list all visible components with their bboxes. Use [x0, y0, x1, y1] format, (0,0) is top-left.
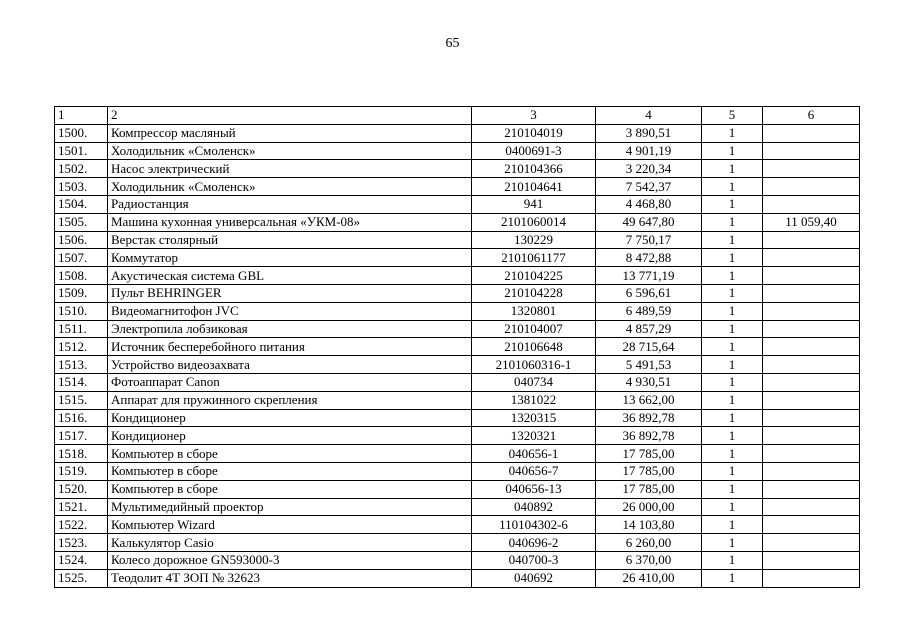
cost-cell: 36 892,78	[596, 427, 702, 445]
quantity-cell: 1	[702, 178, 763, 196]
row-number-cell: 1522.	[55, 516, 108, 534]
quantity-cell: 1	[702, 160, 763, 178]
item-name-cell: Видеомагнитофон JVC	[108, 302, 472, 320]
row-number-cell: 1512.	[55, 338, 108, 356]
inventory-code-cell: 040734	[472, 373, 596, 391]
item-name-cell: Радиостанция	[108, 195, 472, 213]
inventory-code-cell: 210104019	[472, 124, 596, 142]
item-name-cell: Холодильник «Смоленск»	[108, 178, 472, 196]
extra-value-cell	[763, 160, 860, 178]
row-number-cell: 1506.	[55, 231, 108, 249]
row-number-cell: 1524.	[55, 551, 108, 569]
cost-cell: 3 220,34	[596, 160, 702, 178]
extra-value-cell	[763, 195, 860, 213]
extra-value-cell	[763, 338, 860, 356]
inventory-code-cell: 1320321	[472, 427, 596, 445]
table-row	[55, 534, 860, 552]
quantity-cell: 1	[702, 516, 763, 534]
cost-cell: 14 103,80	[596, 516, 702, 534]
inventory-code-cell: 040892	[472, 498, 596, 516]
inventory-code-cell: 110104302-6	[472, 516, 596, 534]
cost-cell: 26 410,00	[596, 569, 702, 587]
item-name-cell: Компьютер Wizard	[108, 516, 472, 534]
item-name-cell: Колесо дорожное GN593000-3	[108, 551, 472, 569]
table-row	[55, 356, 860, 374]
item-name-cell: Верстак столярный	[108, 231, 472, 249]
row-number-cell: 1521.	[55, 498, 108, 516]
inventory-code-cell: 040656-13	[472, 480, 596, 498]
cost-cell: 17 785,00	[596, 462, 702, 480]
row-number-cell: 1502.	[55, 160, 108, 178]
cost-cell: 6 596,61	[596, 284, 702, 302]
cost-cell: 28 715,64	[596, 338, 702, 356]
table-row	[55, 373, 860, 391]
quantity-cell: 1	[702, 409, 763, 427]
extra-value-cell	[763, 231, 860, 249]
row-number-cell: 1523.	[55, 534, 108, 552]
quantity-cell: 1	[702, 427, 763, 445]
extra-value-cell	[763, 267, 860, 285]
item-name-cell: Компьютер в сборе	[108, 480, 472, 498]
row-number-cell: 1508.	[55, 267, 108, 285]
column-header-6: 6	[763, 107, 860, 125]
inventory-code-cell: 040700-3	[472, 551, 596, 569]
row-number-cell: 1525.	[55, 569, 108, 587]
inventory-code-cell: 1381022	[472, 391, 596, 409]
cost-cell: 49 647,80	[596, 213, 702, 231]
table-row	[55, 178, 860, 196]
table-row	[55, 391, 860, 409]
cost-cell: 17 785,00	[596, 480, 702, 498]
extra-value-cell	[763, 480, 860, 498]
extra-value-cell	[763, 356, 860, 374]
extra-value-cell	[763, 320, 860, 338]
quantity-cell: 1	[702, 124, 763, 142]
inventory-code-cell: 210104007	[472, 320, 596, 338]
quantity-cell: 1	[702, 284, 763, 302]
quantity-cell: 1	[702, 231, 763, 249]
quantity-cell: 1	[702, 195, 763, 213]
extra-value-cell	[763, 142, 860, 160]
quantity-cell: 1	[702, 338, 763, 356]
row-number-cell: 1511.	[55, 320, 108, 338]
quantity-cell: 1	[702, 551, 763, 569]
cost-cell: 4 857,29	[596, 320, 702, 338]
row-number-cell: 1520.	[55, 480, 108, 498]
inventory-code-cell: 130229	[472, 231, 596, 249]
table-row	[55, 498, 860, 516]
table-row	[55, 267, 860, 285]
extra-value-cell	[763, 516, 860, 534]
table-row	[55, 213, 860, 231]
quantity-cell: 1	[702, 480, 763, 498]
inventory-code-cell: 210104228	[472, 284, 596, 302]
item-name-cell: Устройство видеозахвата	[108, 356, 472, 374]
item-name-cell: Коммутатор	[108, 249, 472, 267]
row-number-cell: 1500.	[55, 124, 108, 142]
item-name-cell: Источник бесперебойного питания	[108, 338, 472, 356]
cost-cell: 17 785,00	[596, 445, 702, 463]
table-row	[55, 462, 860, 480]
item-name-cell: Холодильник «Смоленск»	[108, 142, 472, 160]
row-number-cell: 1516.	[55, 409, 108, 427]
cost-cell: 6 489,59	[596, 302, 702, 320]
extra-value-cell: 11 059,40	[763, 213, 860, 231]
item-name-cell: Машина кухонная универсальная «УКМ-08»	[108, 213, 472, 231]
item-name-cell: Калькулятор Casio	[108, 534, 472, 552]
cost-cell: 13 771,19	[596, 267, 702, 285]
row-number-cell: 1513.	[55, 356, 108, 374]
table-row	[55, 338, 860, 356]
cost-cell: 7 542,37	[596, 178, 702, 196]
quantity-cell: 1	[702, 373, 763, 391]
cost-cell: 26 000,00	[596, 498, 702, 516]
extra-value-cell	[763, 462, 860, 480]
cost-cell: 4 930,51	[596, 373, 702, 391]
inventory-code-cell: 040692	[472, 569, 596, 587]
table-row	[55, 427, 860, 445]
extra-value-cell	[763, 498, 860, 516]
cost-cell: 4 468,80	[596, 195, 702, 213]
table-row	[55, 142, 860, 160]
extra-value-cell	[763, 569, 860, 587]
extra-value-cell	[763, 409, 860, 427]
extra-value-cell	[763, 391, 860, 409]
row-number-cell: 1503.	[55, 178, 108, 196]
row-number-cell: 1504.	[55, 195, 108, 213]
quantity-cell: 1	[702, 302, 763, 320]
inventory-code-cell: 941	[472, 195, 596, 213]
table-header-row	[55, 107, 860, 125]
inventory-code-cell: 210104225	[472, 267, 596, 285]
quantity-cell: 1	[702, 356, 763, 374]
column-header-2: 2	[108, 107, 472, 125]
inventory-code-cell: 0400691-3	[472, 142, 596, 160]
table-row	[55, 302, 860, 320]
inventory-code-cell: 210106648	[472, 338, 596, 356]
page-number: 65	[445, 36, 460, 51]
quantity-cell: 1	[702, 320, 763, 338]
row-number-cell: 1507.	[55, 249, 108, 267]
inventory-table	[54, 106, 860, 588]
table-row	[55, 284, 860, 302]
extra-value-cell	[763, 302, 860, 320]
cost-cell: 6 260,00	[596, 534, 702, 552]
inventory-code-cell: 2101060316-1	[472, 356, 596, 374]
inventory-code-cell: 040696-2	[472, 534, 596, 552]
row-number-cell: 1510.	[55, 302, 108, 320]
cost-cell: 5 491,53	[596, 356, 702, 374]
quantity-cell: 1	[702, 569, 763, 587]
extra-value-cell	[763, 284, 860, 302]
item-name-cell: Пульт BEHRINGER	[108, 284, 472, 302]
table-row	[55, 249, 860, 267]
cost-cell: 6 370,00	[596, 551, 702, 569]
column-header-1: 1	[55, 107, 108, 125]
quantity-cell: 1	[702, 445, 763, 463]
column-header-4: 4	[596, 107, 702, 125]
table-row	[55, 480, 860, 498]
row-number-cell: 1501.	[55, 142, 108, 160]
row-number-cell: 1514.	[55, 373, 108, 391]
cost-cell: 36 892,78	[596, 409, 702, 427]
item-name-cell: Электропила лобзиковая	[108, 320, 472, 338]
table-row	[55, 551, 860, 569]
inventory-code-cell: 210104641	[472, 178, 596, 196]
item-name-cell: Аппарат для пружинного скрепления	[108, 391, 472, 409]
item-name-cell: Мультимедийный проектор	[108, 498, 472, 516]
item-name-cell: Кондиционер	[108, 409, 472, 427]
table-row	[55, 445, 860, 463]
item-name-cell: Насос электрический	[108, 160, 472, 178]
inventory-code-cell: 040656-7	[472, 462, 596, 480]
item-name-cell: Акустическая система GBL	[108, 267, 472, 285]
inventory-code-cell: 210104366	[472, 160, 596, 178]
quantity-cell: 1	[702, 213, 763, 231]
extra-value-cell	[763, 249, 860, 267]
table-row	[55, 124, 860, 142]
inventory-code-cell: 2101060014	[472, 213, 596, 231]
inventory-code-cell: 1320315	[472, 409, 596, 427]
extra-value-cell	[763, 551, 860, 569]
quantity-cell: 1	[702, 267, 763, 285]
item-name-cell: Кондиционер	[108, 427, 472, 445]
item-name-cell: Компрессор масляный	[108, 124, 472, 142]
inventory-code-cell: 040656-1	[472, 445, 596, 463]
table-body	[55, 124, 860, 587]
table-row	[55, 160, 860, 178]
table-row	[55, 409, 860, 427]
extra-value-cell	[763, 178, 860, 196]
row-number-cell: 1519.	[55, 462, 108, 480]
quantity-cell: 1	[702, 249, 763, 267]
quantity-cell: 1	[702, 498, 763, 516]
extra-value-cell	[763, 427, 860, 445]
inventory-code-cell: 1320801	[472, 302, 596, 320]
extra-value-cell	[763, 534, 860, 552]
column-header-5: 5	[702, 107, 763, 125]
row-number-cell: 1509.	[55, 284, 108, 302]
table-row	[55, 569, 860, 587]
cost-cell: 13 662,00	[596, 391, 702, 409]
column-header-3: 3	[472, 107, 596, 125]
item-name-cell: Компьютер в сборе	[108, 462, 472, 480]
item-name-cell: Компьютер в сборе	[108, 445, 472, 463]
row-number-cell: 1515.	[55, 391, 108, 409]
table-row	[55, 231, 860, 249]
table-row	[55, 195, 860, 213]
row-number-cell: 1505.	[55, 213, 108, 231]
cost-cell: 8 472,88	[596, 249, 702, 267]
inventory-code-cell: 2101061177	[472, 249, 596, 267]
cost-cell: 3 890,51	[596, 124, 702, 142]
extra-value-cell	[763, 373, 860, 391]
extra-value-cell	[763, 445, 860, 463]
quantity-cell: 1	[702, 462, 763, 480]
table-row	[55, 320, 860, 338]
quantity-cell: 1	[702, 142, 763, 160]
quantity-cell: 1	[702, 534, 763, 552]
row-number-cell: 1518.	[55, 445, 108, 463]
item-name-cell: Теодолит 4Т ЗОП № 32623	[108, 569, 472, 587]
quantity-cell: 1	[702, 391, 763, 409]
extra-value-cell	[763, 124, 860, 142]
item-name-cell: Фотоаппарат Canon	[108, 373, 472, 391]
table-row	[55, 516, 860, 534]
row-number-cell: 1517.	[55, 427, 108, 445]
cost-cell: 4 901,19	[596, 142, 702, 160]
cost-cell: 7 750,17	[596, 231, 702, 249]
